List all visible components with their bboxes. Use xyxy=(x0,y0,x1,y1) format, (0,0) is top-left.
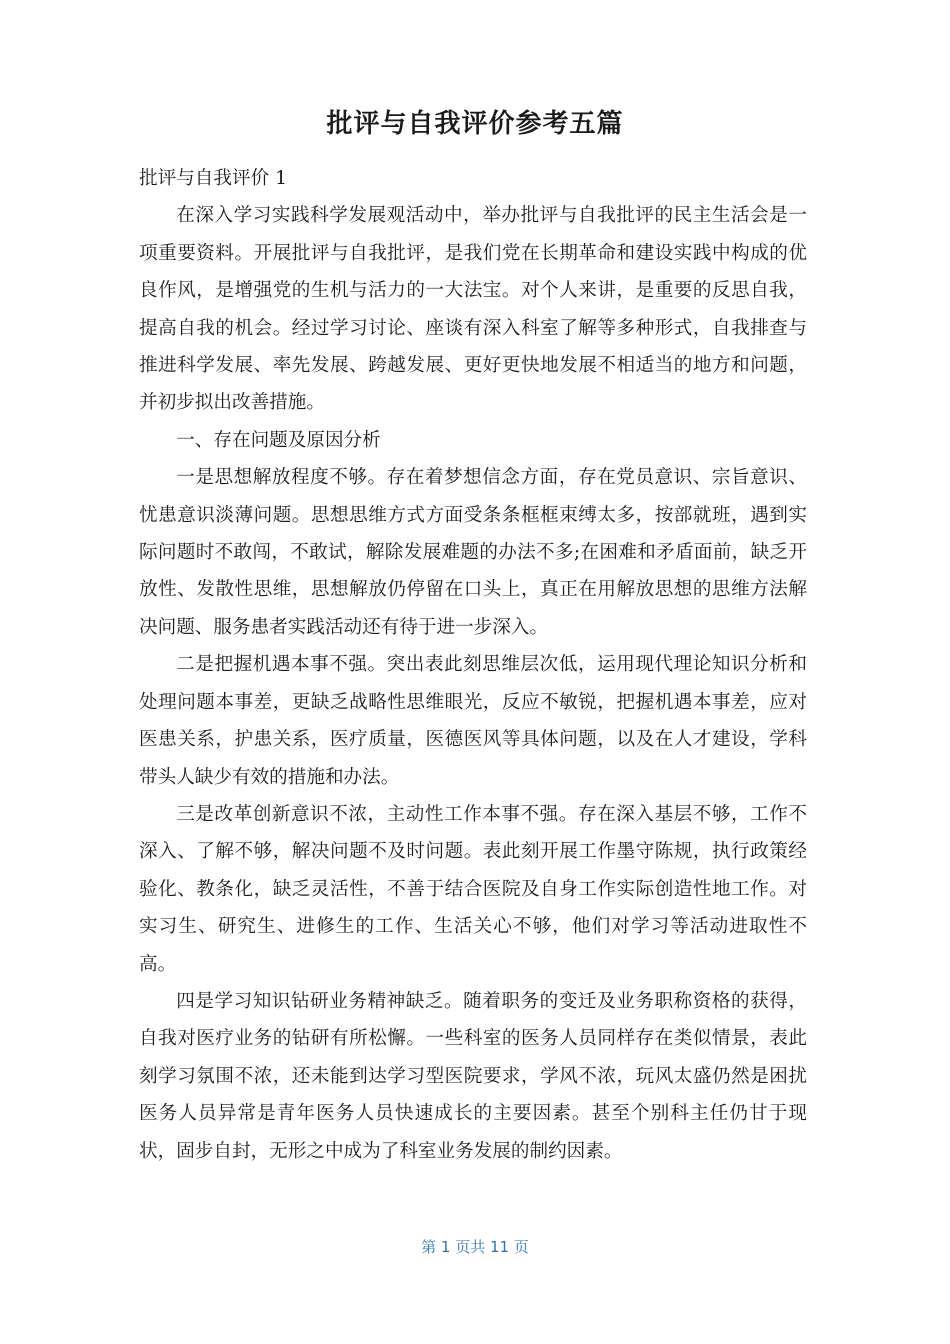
paragraph-point-2: 二是把握机遇本事不强。突出表此刻思维层次低，运用现代理论知识分析和处理问题本事差，更缺乏战略性思维眼光，反应不敏锐，把握机遇本事差，应对医患关系，护患关系，医疗质量，医德医风等具体问题，以及在人才建设，学科带头人缺少有效的措施和办法。 xyxy=(139,654,807,788)
paragraph-point-1: 一是思想解放程度不够。存在着梦想信念方面，存在党员意识、宗旨意识、忧患意识淡薄问题。思想思维方式方面受条条框框束缚太多，按部就班，遇到实际问题时不敢闯，不敢试，解除发展难题的办法不多;在困难和矛盾面前，缺乏开放性、发散性思维，思想解放仍停留在口头上，真正在用解放思想的思维方法解决问题、服务患者实践活动还有待于进一步深入。 xyxy=(139,467,807,638)
section-subtitle: 批评与自我评价 1 xyxy=(139,168,287,189)
section-heading: 一、存在问题及原因分析 xyxy=(176,429,381,451)
document-body xyxy=(139,160,807,1170)
page-title: 批评与自我评价参考五篇 xyxy=(326,109,624,139)
paragraph-intro: 在深入学习实践科学发展观活动中，举办批评与自我批评的民主生活会是一项重要资料。开展批评与自我批评，是我们党在长期革命和建设实践中构成的优良作风，是增强党的生机与活力的一大法宝。对个人来讲，是重要的反思自我，提高自我的机会。经过学习讨论、座谈有深入科室了解等多种形式，自我排查与推进科学发展、率先发展、跨越发展、更好更快地发展不相适当的地方和问题，并初步拟出改善措施。 xyxy=(139,205,807,414)
paragraph-point-4: 四是学习知识钻研业务精神缺乏。随着职务的变迁及业务职称资格的获得，自我对医疗业务的钻研有所松懈。一些科室的医务人员同样存在类似情景，表此刻学习氛围不浓，还未能到达学习型医院要求，学风不浓，玩风太盛仍然是困扰医务人员异常是青年医务人员快速成长的主要因素。甚至个别科主任仍甘于现状，固步自封，无形之中成为了科室业务发展的制约因素。 xyxy=(139,990,807,1162)
paragraph-point-3: 三是改革创新意识不浓，主动性工作本事不强。存在深入基层不够，工作不深入、了解不够，解决问题不及时问题。表此刻开展工作墨守陈规，执行政策经验化、教条化，缺乏灵活性，不善于结合医院及自身工作实际创造性地工作。对实习生、研究生、进修生的工作、生活关心不够，他们对学习等活动进取性不高。 xyxy=(139,803,807,975)
page-number-footer: 第 1 页共 11 页 xyxy=(421,1238,529,1256)
